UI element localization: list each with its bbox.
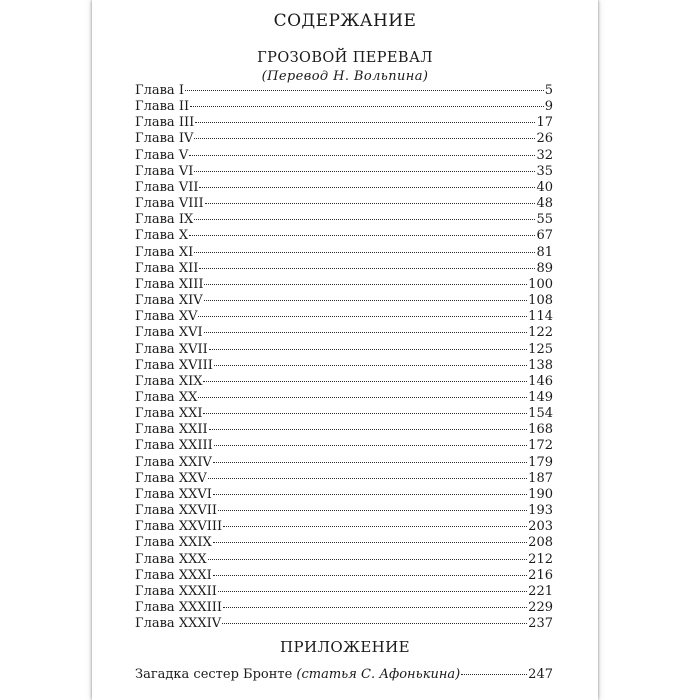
chapter-label: Глава X bbox=[135, 228, 189, 244]
dot-leader bbox=[214, 364, 527, 366]
chapter-page-number: 114 bbox=[528, 309, 553, 325]
dot-leader bbox=[208, 477, 527, 479]
chapter-entry[interactable] bbox=[135, 196, 553, 212]
chapter-entry[interactable] bbox=[135, 471, 553, 487]
dot-leader bbox=[198, 396, 527, 398]
dot-leader bbox=[204, 331, 528, 333]
chapter-label: Глава XIII bbox=[135, 276, 204, 292]
chapter-entry[interactable] bbox=[135, 99, 553, 115]
dot-leader bbox=[213, 493, 527, 495]
dot-leader bbox=[203, 412, 527, 414]
chapter-page-number: 168 bbox=[528, 422, 553, 438]
dot-leader bbox=[204, 283, 527, 285]
chapter-page-number: 187 bbox=[528, 470, 553, 486]
dot-leader bbox=[213, 541, 527, 543]
chapter-page-number: 154 bbox=[528, 406, 553, 422]
chapter-label: Глава I bbox=[135, 83, 184, 98]
contents-title: СОДЕРЖАНИЕ bbox=[273, 11, 417, 31]
chapter-label: Глава XX bbox=[135, 389, 198, 405]
dot-leader bbox=[208, 558, 528, 560]
dot-leader bbox=[222, 622, 527, 624]
chapter-page-number: 40 bbox=[536, 179, 553, 195]
chapter-page-number: 108 bbox=[528, 293, 553, 309]
chapter-entry[interactable] bbox=[135, 212, 553, 228]
dot-leader bbox=[199, 267, 535, 269]
dot-leader bbox=[190, 105, 544, 107]
chapter-entry[interactable] bbox=[135, 503, 553, 519]
chapter-page-number: 17 bbox=[536, 115, 553, 131]
chapter-label: Глава XIV bbox=[135, 293, 203, 309]
chapter-page-number: 67 bbox=[536, 228, 553, 244]
chapter-label: Глава VI bbox=[135, 163, 194, 179]
chapter-label: Глава XXXIV bbox=[135, 616, 222, 632]
dot-leader bbox=[461, 673, 527, 675]
dot-leader bbox=[203, 380, 527, 382]
chapter-page-number: 35 bbox=[536, 163, 553, 179]
chapter-entry[interactable] bbox=[135, 83, 553, 99]
chapter-label: Глава XXI bbox=[135, 406, 203, 422]
dot-leader bbox=[223, 525, 527, 527]
chapter-entry[interactable] bbox=[135, 131, 553, 147]
translator-credit: (Перевод Н. Вольпина) bbox=[261, 69, 429, 84]
chapter-page-number: 208 bbox=[528, 535, 553, 551]
chapter-entry[interactable] bbox=[135, 148, 553, 164]
chapter-entry[interactable] bbox=[135, 325, 553, 341]
chapter-entry[interactable] bbox=[135, 535, 553, 551]
chapter-entry[interactable] bbox=[135, 487, 553, 503]
chapter-label: Глава XXXI bbox=[135, 567, 212, 583]
chapter-page-number: 48 bbox=[536, 196, 553, 212]
chapter-label: Глава XIX bbox=[135, 373, 203, 389]
chapter-entry[interactable] bbox=[135, 164, 553, 180]
appendix-entry-page: 247 bbox=[528, 667, 553, 682]
chapter-page-number: 172 bbox=[528, 438, 553, 454]
chapter-page-number: 212 bbox=[528, 551, 553, 567]
chapter-entry[interactable] bbox=[135, 115, 553, 131]
chapter-label: Глава XXVI bbox=[135, 486, 212, 502]
chapter-list bbox=[135, 83, 553, 632]
chapter-page-number: 190 bbox=[528, 486, 553, 502]
chapter-page-number: 125 bbox=[528, 341, 553, 357]
chapter-entry[interactable] bbox=[135, 245, 553, 261]
chapter-entry[interactable] bbox=[135, 180, 553, 196]
dot-leader bbox=[218, 590, 527, 592]
chapter-label: Глава XI bbox=[135, 244, 194, 260]
chapter-page-number: 81 bbox=[536, 244, 553, 260]
chapter-label: Глава IX bbox=[135, 212, 194, 228]
novel-title: ГРОЗОВОЙ ПЕРЕВАЛ bbox=[257, 50, 433, 66]
chapter-label: Глава XXVIII bbox=[135, 519, 223, 535]
chapter-page-number: 149 bbox=[528, 389, 553, 405]
chapter-label: Глава XVII bbox=[135, 341, 208, 357]
dot-leader bbox=[218, 509, 527, 511]
chapter-entry[interactable] bbox=[135, 390, 553, 406]
appendix-entry[interactable] bbox=[135, 666, 553, 683]
dot-leader bbox=[194, 137, 535, 139]
chapter-entry[interactable] bbox=[135, 422, 553, 438]
chapter-page-number: 216 bbox=[528, 567, 553, 583]
chapter-page-number: 138 bbox=[528, 357, 553, 373]
chapter-label: Глава XXXII bbox=[135, 583, 217, 599]
chapter-label: Глава II bbox=[135, 99, 190, 115]
chapter-page-number: 179 bbox=[528, 454, 553, 470]
chapter-page-number: 100 bbox=[528, 276, 553, 292]
dot-leader bbox=[189, 154, 535, 156]
chapter-label: Глава XXX bbox=[135, 551, 207, 567]
chapter-page-number: 32 bbox=[536, 147, 553, 163]
chapter-page-number: 221 bbox=[528, 583, 553, 599]
book-page bbox=[92, 0, 598, 700]
chapter-label: Глава XVIII bbox=[135, 357, 213, 373]
chapter-page-number: 193 bbox=[528, 503, 553, 519]
dot-leader bbox=[198, 315, 527, 317]
dot-leader bbox=[194, 218, 535, 220]
chapter-label: Глава XXXIII bbox=[135, 600, 222, 615]
dot-leader bbox=[223, 606, 527, 608]
chapter-label: Глава VII bbox=[135, 179, 199, 195]
chapter-label: Глава XXII bbox=[135, 422, 208, 438]
dot-leader bbox=[204, 299, 528, 301]
chapter-entry[interactable] bbox=[135, 406, 553, 422]
chapter-entry[interactable] bbox=[135, 438, 553, 454]
dot-leader bbox=[205, 202, 536, 204]
appendix-title: ПРИЛОЖЕНИЕ bbox=[280, 638, 410, 656]
chapter-entry[interactable] bbox=[135, 584, 553, 600]
chapter-label: Глава XXIV bbox=[135, 454, 212, 470]
chapter-entry[interactable] bbox=[135, 277, 553, 293]
chapter-page-number: 229 bbox=[528, 600, 553, 615]
chapter-label: Глава IV bbox=[135, 131, 194, 147]
chapter-label: Глава XVI bbox=[135, 325, 203, 341]
chapter-page-number: 9 bbox=[544, 99, 553, 115]
dot-leader bbox=[189, 234, 535, 236]
chapter-page-number: 122 bbox=[528, 325, 553, 341]
appendix-entry-label: Загадка сестер Бронте bbox=[135, 667, 293, 682]
chapter-entry[interactable] bbox=[135, 309, 553, 325]
chapter-label: Глава V bbox=[135, 147, 189, 163]
chapter-label: Глава XXIX bbox=[135, 535, 212, 551]
chapter-label: Глава XXIII bbox=[135, 438, 213, 454]
chapter-entry[interactable] bbox=[135, 293, 553, 309]
chapter-label: Глава XV bbox=[135, 309, 198, 325]
chapter-entry[interactable] bbox=[135, 228, 553, 244]
chapter-entry[interactable] bbox=[135, 519, 553, 535]
dot-leader bbox=[199, 186, 535, 188]
chapter-page-number: 237 bbox=[528, 616, 553, 632]
dot-leader bbox=[213, 574, 527, 576]
chapter-page-number: 26 bbox=[536, 131, 553, 147]
dot-leader bbox=[194, 170, 535, 172]
appendix-entry-note: (статья С. Афонькина) bbox=[296, 667, 461, 682]
chapter-entry[interactable] bbox=[135, 374, 553, 390]
chapter-entry[interactable] bbox=[135, 568, 553, 584]
chapter-entry[interactable] bbox=[135, 455, 553, 471]
chapter-label: Глава XII bbox=[135, 260, 199, 276]
chapter-entry[interactable] bbox=[135, 552, 553, 568]
chapter-page-number: 55 bbox=[536, 212, 553, 228]
chapter-entry[interactable] bbox=[135, 600, 553, 616]
dot-leader bbox=[209, 428, 528, 430]
chapter-page-number: 5 bbox=[544, 83, 553, 98]
chapter-label: Глава XXVII bbox=[135, 503, 217, 519]
dot-leader bbox=[213, 461, 527, 463]
dot-leader bbox=[185, 89, 544, 91]
dot-leader bbox=[209, 348, 527, 350]
chapter-entry[interactable] bbox=[135, 358, 553, 374]
chapter-label: Глава III bbox=[135, 115, 195, 131]
chapter-page-number: 89 bbox=[536, 260, 553, 276]
chapter-entry[interactable] bbox=[135, 616, 553, 632]
dot-leader bbox=[194, 251, 535, 253]
dot-leader bbox=[195, 121, 535, 123]
chapter-page-number: 146 bbox=[528, 373, 553, 389]
chapter-label: Глава VIII bbox=[135, 196, 204, 212]
chapter-entry[interactable] bbox=[135, 261, 553, 277]
dot-leader bbox=[214, 444, 527, 446]
chapter-page-number: 203 bbox=[528, 519, 553, 535]
chapter-entry[interactable] bbox=[135, 342, 553, 358]
chapter-label: Глава XXV bbox=[135, 470, 207, 486]
